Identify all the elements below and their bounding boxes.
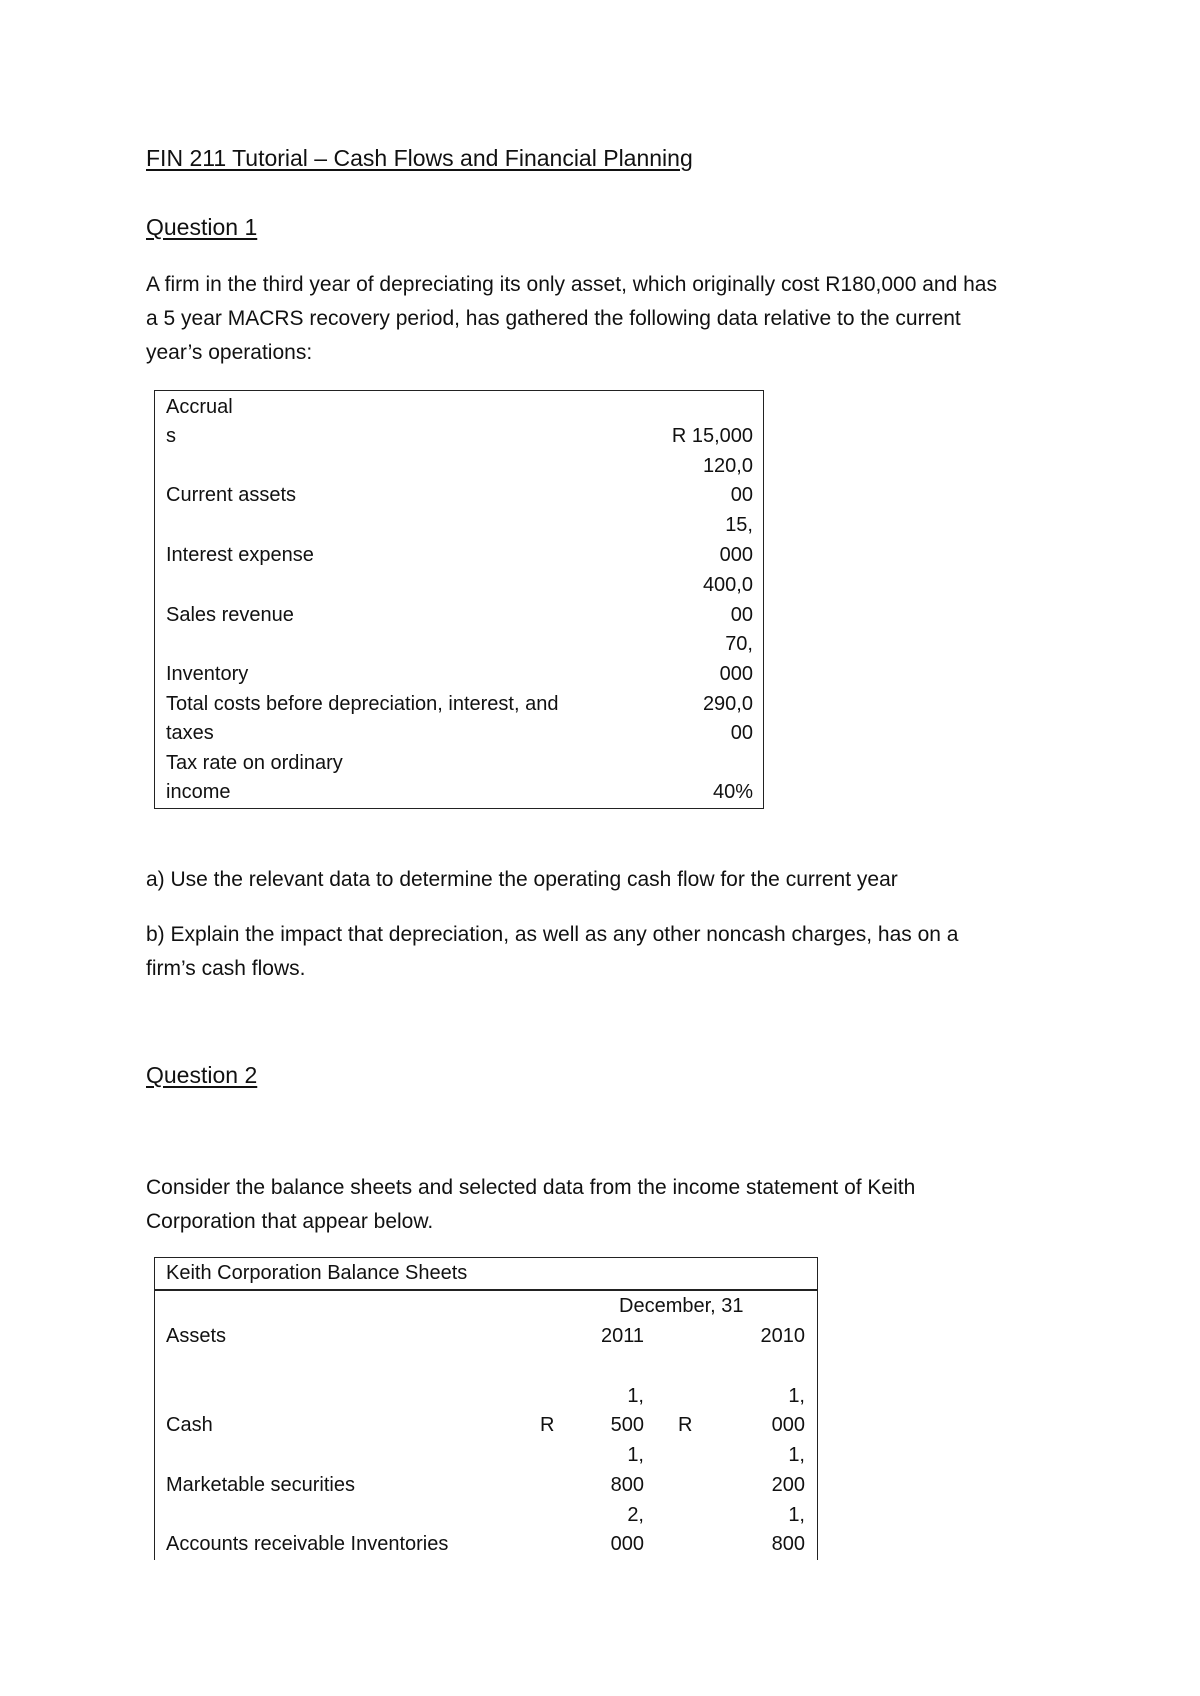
row-value: 00	[730, 604, 753, 626]
row-value: 000	[719, 544, 753, 566]
row-label: taxes	[166, 722, 214, 744]
question-1-intro	[146, 268, 1066, 370]
intro-line: A firm in the third year of depreciating its only asset, which originally cost R180,000 and has	[146, 273, 997, 296]
row-value: 15,	[725, 514, 753, 536]
row-value: 00	[730, 484, 753, 506]
assets-label: Assets	[166, 1325, 227, 1347]
row-value: 00	[730, 722, 753, 744]
intro-line: Corporation that appear below.	[146, 1210, 434, 1233]
row-label: income	[166, 781, 231, 803]
cell-value: 1,	[627, 1385, 644, 1407]
question-1-part-a: a) Use the relevant data to determine the operating cash flow for the current year	[146, 868, 898, 891]
balance-sheet-title: Keith Corporation Balance Sheets	[166, 1262, 468, 1284]
balance-sheet-table	[154, 1257, 818, 1560]
question-1-part-b	[146, 918, 1066, 986]
year-2011-header: 2011	[600, 1325, 644, 1347]
row-value: 120,0	[702, 455, 753, 477]
document-title: FIN 211 Tutorial – Cash Flows and Financial Planning	[146, 145, 693, 171]
row-value: R 15,000	[671, 425, 753, 447]
cell-value: 000	[771, 1414, 805, 1436]
row-value: 290,0	[702, 693, 753, 715]
question-1-heading: Question 1	[146, 214, 258, 240]
row-label: Accounts receivable Inventories	[166, 1533, 449, 1555]
intro-line: Consider the balance sheets and selected data from the income statement of Keith	[146, 1176, 916, 1199]
row-label: Interest expense	[166, 544, 314, 566]
row-label: Tax rate on ordinary	[166, 752, 343, 774]
part-b-line: b) Explain the impact that depreciation, as well as any other noncash charges, has on a	[146, 923, 959, 946]
question-1-data-table	[154, 390, 764, 809]
cell-value: 500	[610, 1414, 644, 1436]
row-label: Inventory	[166, 663, 249, 685]
question-2-intro	[146, 1171, 1066, 1239]
year-2010-header: 2010	[760, 1325, 805, 1347]
cell-value: 1,	[788, 1504, 805, 1526]
row-value: 40%	[712, 781, 753, 803]
cell-value: 1,	[627, 1444, 644, 1466]
row-value: 70,	[725, 633, 753, 655]
currency-symbol: R	[540, 1414, 555, 1436]
row-label: Cash	[166, 1414, 213, 1436]
row-label: Current assets	[166, 484, 297, 506]
cell-value: 1,	[788, 1444, 805, 1466]
row-label: Marketable securities	[166, 1474, 355, 1496]
table-header-rule	[155, 1289, 817, 1291]
cell-value: 800	[771, 1533, 805, 1555]
row-label: Total costs before depreciation, interest, and	[166, 693, 559, 715]
intro-line: a 5 year MACRS recovery period, has gathered the following data relative to the current	[146, 307, 961, 330]
cell-value: 200	[771, 1474, 805, 1496]
part-b-line: firm’s cash flows.	[146, 957, 306, 980]
cell-value: 000	[610, 1533, 644, 1555]
row-value: 000	[719, 663, 753, 685]
question-2-heading: Question 2	[146, 1062, 258, 1088]
cell-value: 2,	[627, 1504, 644, 1526]
row-value: 400,0	[702, 574, 753, 596]
currency-symbol: R	[678, 1414, 693, 1436]
row-label: Sales revenue	[166, 604, 294, 626]
cell-value: 800	[610, 1474, 644, 1496]
row-label: s	[166, 425, 176, 447]
intro-line: year’s operations:	[146, 341, 313, 364]
cell-value: 1,	[788, 1385, 805, 1407]
row-label: Accrual	[166, 396, 233, 418]
date-header: December, 31	[619, 1295, 744, 1317]
